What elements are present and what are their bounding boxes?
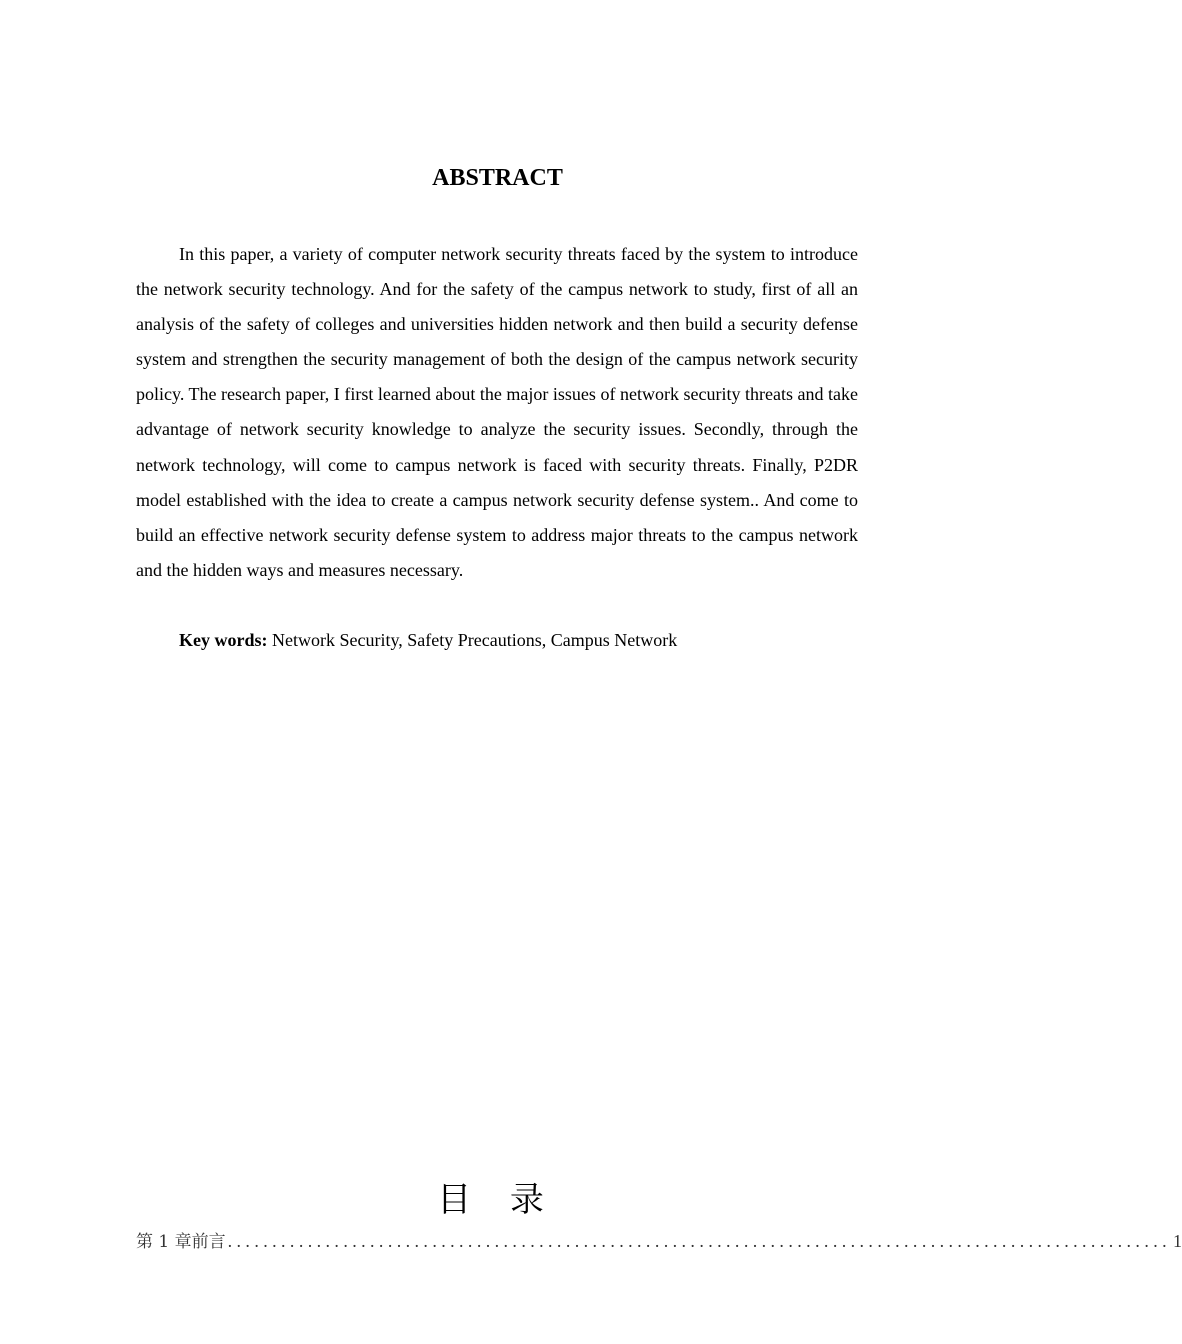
toc-title: 目 录 bbox=[437, 1180, 558, 1220]
toc-dot-leader: .......................................................................................................... bbox=[227, 1231, 1172, 1251]
abstract-body: In this paper, a variety of computer network security threats faced by the system to introduce the network security technology. And for the safety of the campus network to study, first of all an analysis of the safety of colleges and universities hidden network and then build a security defense system and strengthen the security management of both the design of the campus network security policy. The research paper, I first learned about the major issues of network security threats and take advantage of network security knowledge to analyze the security issues. Secondly, through the network technology, will come to campus network is faced with security threats. Finally, P2DR model established with the idea to create a campus network security defense system.. And come to build an effective network security defense system to address major threats to the campus network and the hidden ways and measures necessary. bbox=[136, 244, 858, 580]
toc-entry[interactable] bbox=[136, 1227, 1182, 1255]
toc-entry-page: 1 bbox=[1173, 1231, 1182, 1251]
toc-entry-name: 前言 bbox=[191, 1232, 226, 1252]
toc-entry-chapter: 第 1 章 bbox=[136, 1232, 192, 1252]
keywords-line bbox=[136, 623, 858, 658]
keywords-label: Key words: bbox=[179, 630, 268, 650]
abstract-title: ABSTRACT bbox=[432, 165, 563, 191]
keywords-text: Network Security, Safety Precautions, Campus Network bbox=[272, 630, 678, 650]
